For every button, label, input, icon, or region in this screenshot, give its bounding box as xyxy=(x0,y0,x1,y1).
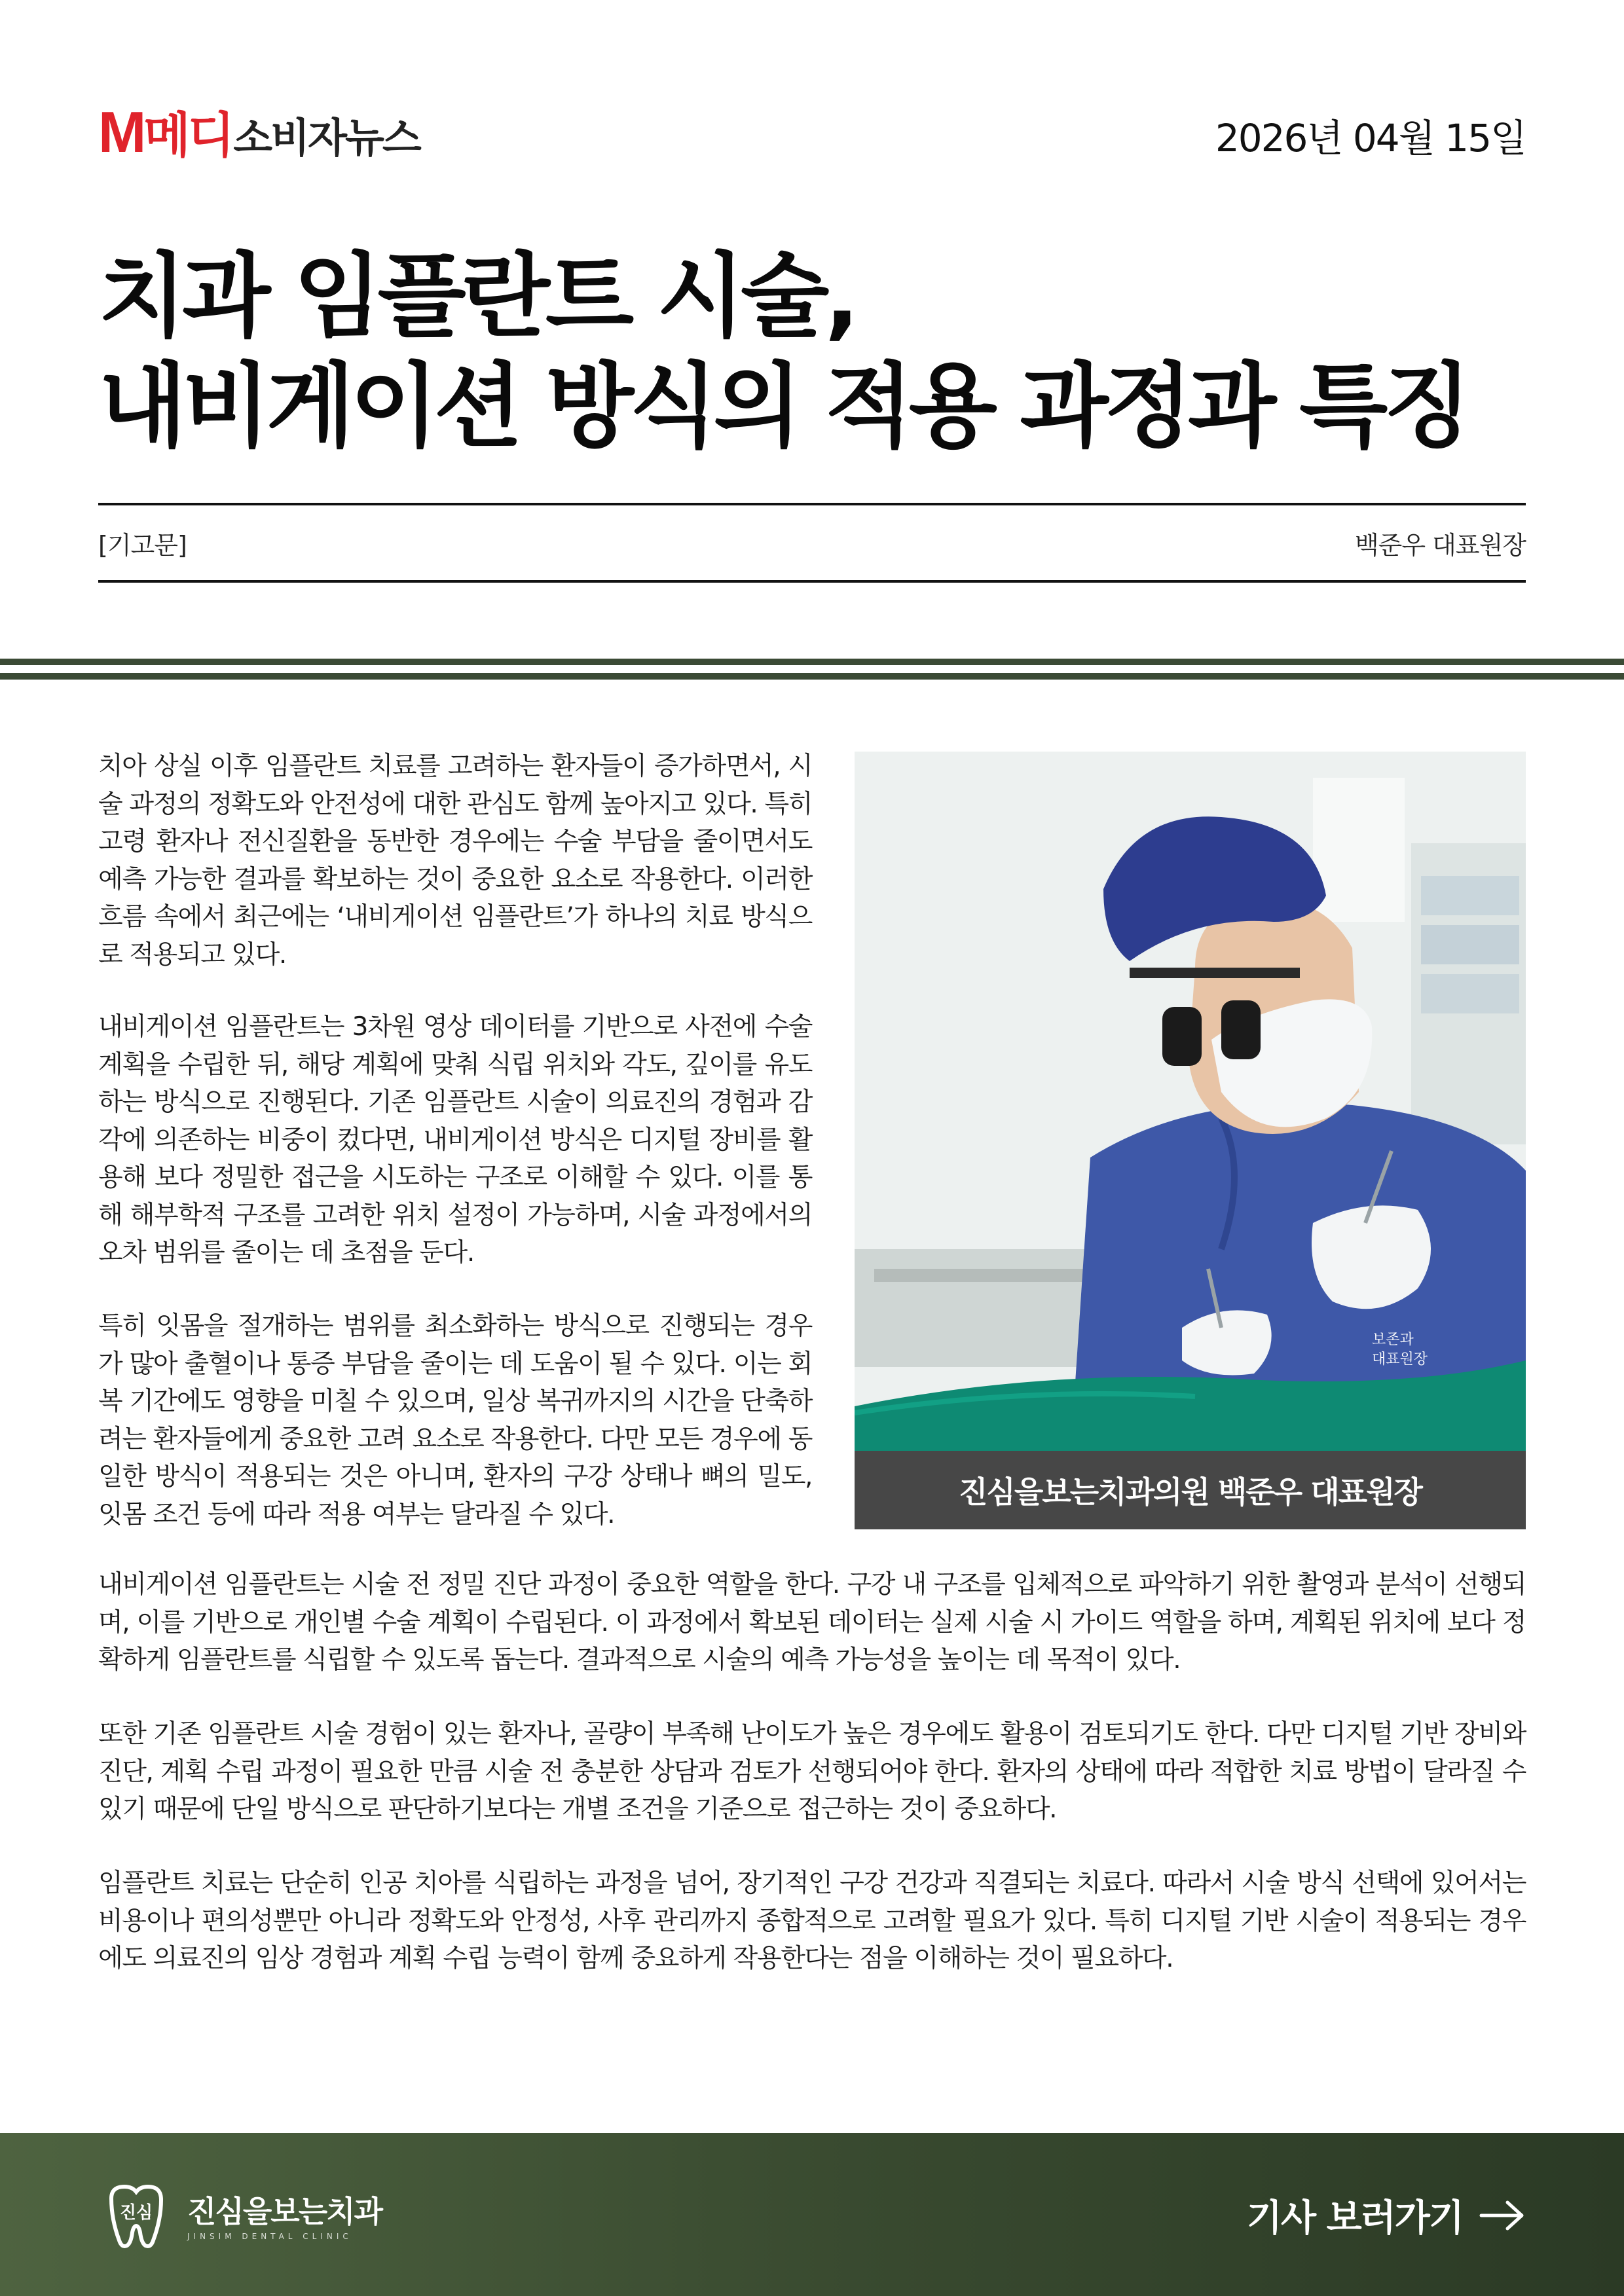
logo-m: M xyxy=(98,100,144,164)
byline-top-rule xyxy=(98,503,1526,505)
publish-date: 2026년 04월 15일 xyxy=(1215,116,1526,160)
article-paragraph-3: 특히 잇몸을 절개하는 범위를 최소화하는 방식으로 진행되는 경우가 많아 출혈이나 통증 부담을 줄이는 데 도움이 될 수 있다. 이는 회복 기간에도 영향을 미칠 수 있으며, 일상 복귀까지의 시간을 단축하려는 환자들에게 중요한 고려 요소로 작용한다. 다만 모든 경우에 동일한 방식이 적용되는 것은 아니며, 환자의 구강 상태나 뼈의 밀도, 잇몸 조건 등에 따라 적용 여부는 달라질 수 있다. xyxy=(98,1311,812,1529)
clinic-subtitle: JINSIM DENTAL CLINIC xyxy=(187,2232,352,2242)
read-article-link[interactable] xyxy=(1247,2189,1526,2242)
article-paragraph-2: 내비게이션 임플란트는 3차원 영상 데이터를 기반으로 사전에 수술 계획을 수립한 뒤, 해당 계획에 맞춰 식립 위치와 각도, 깊이를 유도하는 방식으로 진행된다. 기존 임플란트 시술이 의료진의 경험과 감각에 의존하는 비중이 컸다면, 내비게이션 방식은 디지털 장비를 활용해 보다 정밀한 접근을 시도하는 구조로 이해할 수 있다. 이를 통해 해부학적 구조를 고려한 위치 설정이 가능하며, 시술 과정에서의 오차 범위를 줄이는 데 초점을 둔다. xyxy=(98,1012,812,1267)
logo-news: 소비자뉴스 xyxy=(233,114,420,162)
article-paragraph-4: 내비게이션 임플란트는 시술 전 정밀 진단 과정이 중요한 역할을 한다. 구강 내 구조를 입체적으로 파악하기 위한 촬영과 분석이 선행되며, 이를 기반으로 개인별 수술 계획이 수립된다. 이 과정에서 확보된 데이터는 실제 시술 시 가이드 역할을 하며, 계획된 위치에 보다 정확하게 임플란트를 식립할 수 있도록 돕는다. 결과적으로 시술의 예측 가능성을 높이는 데 목적이 있다. xyxy=(98,1570,1526,1675)
divider-band-top xyxy=(0,659,1624,665)
article-paragraph-1: 치아 상실 이후 임플란트 치료를 고려하는 환자들이 증가하면서, 시술 과정의 정확도와 안전성에 대한 관심도 함께 높아지고 있다. 특히 고령 환자나 전신질환을 동반한 경우에는 수술 부담을 줄이면서도 예측 가능한 결과를 확보하는 것이 중요한 요소로 작용한다. 이러한 흐름 속에서 최근에는 ‘내비게이션 임플란트’가 하나의 치료 방식으로 적용되고 있다. xyxy=(98,752,812,970)
article-author: 백준우 대표원장 xyxy=(1354,531,1526,560)
logo-mark-text: 진심 xyxy=(119,2203,153,2223)
masthead xyxy=(98,98,1526,164)
photo-caption-bar xyxy=(855,1451,1526,1529)
read-article-label: 기사 보러가기 xyxy=(1246,2197,1463,2240)
divider-band-bottom xyxy=(0,673,1624,680)
photo-caption: 진심을보는치과의원 백준우 대표원장 xyxy=(958,1474,1422,1510)
article-headline xyxy=(98,242,1526,462)
article-category: [기고문] xyxy=(98,531,187,560)
clinic-logo[interactable] xyxy=(98,2180,382,2256)
headline-line-2: 내비게이션 방식의 적용 과정과 특징 xyxy=(98,354,1467,460)
site-logo[interactable] xyxy=(98,100,420,164)
gown-text-1: 보존과 xyxy=(1372,1332,1414,1348)
clinic-name: 진심을보는치과 xyxy=(187,2193,382,2229)
byline-bottom-rule xyxy=(98,580,1526,583)
article-paragraph-6: 임플란트 치료는 단순히 인공 치아를 식립하는 과정을 넘어, 장기적인 구강 건강과 직결되는 치료다. 따라서 시술 방식 선택에 있어서는 비용이나 편의성뿐만 아니라 정확도와 안정성, 사후 관리까지 종합적으로 고려할 필요가 있다. 특히 디지털 기반 시술이 적용되는 경우에도 의료진의 임상 경험과 계획 수립 능력이 함께 중요하게 작용한다는 점을 이해하는 것이 필요하다. xyxy=(98,1868,1526,1973)
surgeon-photo xyxy=(855,752,1526,1451)
logo-medi: 메디 xyxy=(143,107,232,164)
footer-bar xyxy=(0,2133,1624,2296)
surgeon-illustration xyxy=(855,752,1526,1451)
arrow-right-icon xyxy=(1479,2198,1526,2232)
gown-text-2: 대표원장 xyxy=(1372,1351,1428,1368)
tooth-logo-icon xyxy=(98,2180,174,2256)
headline-line-1: 치과 임플란트 시술, xyxy=(98,244,855,350)
article-paragraph-5: 또한 기존 임플란트 시술 경험이 있는 환자나, 골량이 부족해 난이도가 높은 경우에도 활용이 검토되기도 한다. 다만 디지털 기반 장비와 진단, 계획 수립 과정이 필요한 만큼 시술 전 충분한 상담과 검토가 선행되어야 한다. 환자의 상태에 따라 적합한 치료 방법이 달라질 수 있기 때문에 단일 방식으로 판단하기보다는 개별 조건을 기준으로 접근하는 것이 중요하다. xyxy=(98,1719,1526,1824)
